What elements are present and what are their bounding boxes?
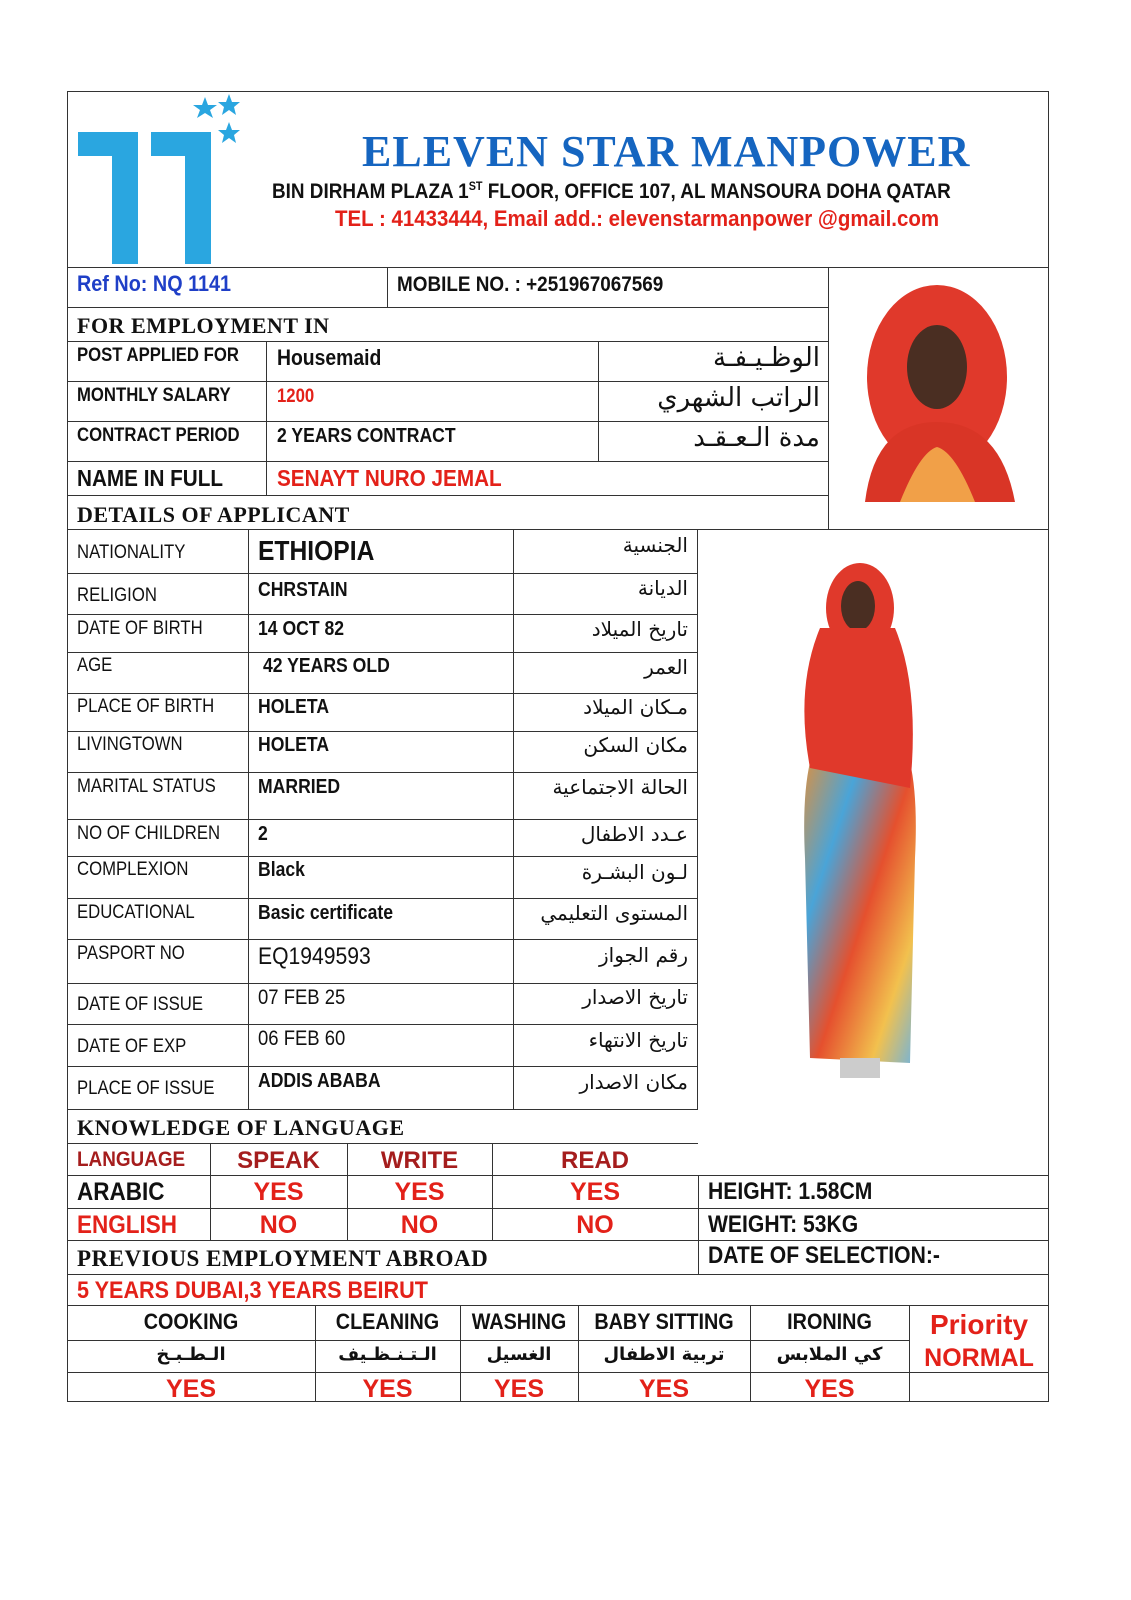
date-of-selection: DATE OF SELECTION:- [708, 1242, 940, 1269]
skill-arabic: الغسيل [486, 1344, 552, 1365]
priority-label: Priority [929, 1309, 1029, 1340]
salary-value: 1200 [277, 386, 315, 407]
detail-label: PLACE OF BIRTH [77, 696, 215, 717]
arabic-speak: YES [253, 1178, 304, 1206]
detail-value: HOLETA [258, 734, 330, 756]
detail-label: PASPORT NO [77, 943, 185, 964]
logo-graphic [76, 92, 246, 267]
contract-label: CONTRACT PERIOD [77, 425, 240, 446]
company-logo [76, 92, 246, 267]
previous-heading: PREVIOUS EMPLOYMENT ABROAD [77, 1246, 489, 1271]
lang-header-write: WRITE [380, 1147, 459, 1174]
skill-value: YES [165, 1375, 217, 1403]
detail-arabic: لـون البشـرة [581, 860, 688, 884]
detail-label: MARITAL STATUS [77, 776, 216, 797]
detail-arabic: مكان الاصدار [579, 1070, 688, 1094]
salary-arabic: الراتب الشهري [657, 383, 820, 413]
contract-value: 2 YEARS CONTRACT [277, 425, 456, 447]
lang-english: ENGLISH [77, 1211, 178, 1239]
detail-label: COMPLEXION [77, 859, 189, 880]
company-address: BIN DIRHAM PLAZA 1ST FLOOR, OFFICE 107, AL MANSOURA DOHA QATAR [272, 179, 951, 203]
english-read: NO [576, 1211, 614, 1239]
post-applied-value: Housemaid [277, 345, 382, 370]
company-contact: TEL : 41433444, Email add.: elevenstarmanpower @gmail.com [335, 206, 940, 231]
language-heading: KNOWLEDGE OF LANGUAGE [77, 1115, 405, 1140]
detail-label: EDUCATIONAL [77, 902, 195, 923]
contract-arabic: مدة الـعـقـد [693, 423, 820, 453]
post-applied-arabic: الوظـيـفـة [712, 343, 820, 373]
previous-value: 5 YEARS DUBAI,3 YEARS BEIRUT [77, 1277, 428, 1304]
details-heading: DETAILS OF APPLICANT [77, 502, 350, 527]
detail-label: LIVINGTOWN [77, 734, 183, 755]
mobile-no: MOBILE NO. : +251967067569 [397, 273, 664, 296]
detail-label: DATE OF BIRTH [77, 618, 203, 639]
applicant-portrait [845, 272, 1030, 502]
name-value: SENAYT NURO JEMAL [277, 465, 502, 491]
skill-value: YES [493, 1375, 545, 1403]
detail-value: 42 YEARS OLD [263, 655, 390, 677]
detail-arabic: تاريخ الانتهاء [588, 1028, 688, 1052]
lang-header-speak: SPEAK [237, 1147, 320, 1174]
ref-no: Ref No: NQ 1141 [77, 271, 232, 296]
star-icon [193, 97, 217, 118]
skill-label: IRONING [787, 1309, 872, 1334]
detail-value: 2 [258, 823, 268, 845]
detail-value: MARRIED [258, 776, 341, 798]
detail-label: AGE [77, 655, 113, 676]
detail-arabic: العمر [644, 655, 688, 679]
detail-arabic: الديانة [637, 576, 688, 600]
skill-value: YES [362, 1375, 413, 1403]
skill-label: COOKING [143, 1309, 239, 1334]
skill-value: YES [638, 1375, 690, 1403]
star-icon [218, 94, 240, 115]
skill-label: BABY SITTING [594, 1309, 734, 1334]
detail-label: NATIONALITY [77, 542, 186, 563]
weight: WEIGHT: 53KG [708, 1211, 859, 1238]
detail-value: 07 FEB 25 [258, 986, 346, 1009]
detail-label: DATE OF EXP [77, 1036, 187, 1057]
detail-arabic: الجنسية [622, 533, 688, 557]
detail-value: CHRSTAIN [258, 579, 348, 601]
english-speak: NO [259, 1211, 298, 1239]
detail-label: NO OF CHILDREN [77, 823, 221, 844]
detail-value: 06 FEB 60 [258, 1027, 346, 1050]
height: HEIGHT: 1.58CM [708, 1178, 873, 1205]
english-write: NO [400, 1211, 439, 1239]
arabic-read: YES [569, 1178, 621, 1206]
detail-label: PLACE OF ISSUE [77, 1078, 215, 1099]
arabic-write: YES [394, 1178, 445, 1206]
detail-label: DATE OF ISSUE [77, 994, 204, 1015]
name-label: NAME IN FULL [77, 465, 224, 491]
employment-heading: FOR EMPLOYMENT IN [77, 313, 330, 338]
skill-value: YES [804, 1375, 855, 1403]
lang-header-read: READ [560, 1147, 629, 1174]
detail-arabic: مكان السكن [583, 733, 688, 757]
detail-arabic: مـكان الميلاد [583, 695, 688, 719]
detail-value: Basic certificate [258, 902, 394, 924]
skill-arabic: الـطـبـخ [156, 1344, 226, 1365]
star-icon [218, 122, 240, 143]
detail-arabic: رقم الجواز [599, 943, 688, 967]
detail-value: HOLETA [258, 696, 330, 718]
skill-arabic: كي الملابس [776, 1344, 883, 1365]
priority-value: NORMAL [924, 1344, 1034, 1372]
detail-arabic: الحالة الاجتماعية [552, 775, 688, 799]
lang-header-language: LANGUAGE [77, 1148, 186, 1171]
salary-label: MONTHLY SALARY [77, 385, 231, 406]
skill-label: CLEANING [335, 1309, 440, 1334]
skill-arabic: الـتـنـظـيف [338, 1344, 437, 1365]
detail-value: EQ1949593 [258, 943, 371, 970]
company-name: ELEVEN STAR MANPOWER [362, 127, 971, 176]
detail-arabic: تاريخ الميلاد [591, 617, 688, 641]
detail-arabic: عـدد الاطفال [580, 822, 688, 846]
skill-label: WASHING [471, 1309, 567, 1334]
detail-value: ETHIOPIA [258, 535, 375, 566]
applicant-full-body [770, 558, 945, 1088]
detail-arabic: تاريخ الاصدار [582, 985, 688, 1009]
skill-arabic: تربية الاطفال [603, 1344, 725, 1365]
detail-arabic: المستوى التعليمي [540, 901, 688, 925]
post-applied-label: POST APPLIED FOR [77, 345, 239, 366]
detail-value: 14 OCT 82 [258, 618, 345, 640]
detail-value: Black [258, 859, 305, 881]
detail-value: ADDIS ABABA [258, 1070, 381, 1092]
lang-arabic: ARABIC [77, 1178, 165, 1206]
detail-label: RELIGION [77, 585, 157, 606]
